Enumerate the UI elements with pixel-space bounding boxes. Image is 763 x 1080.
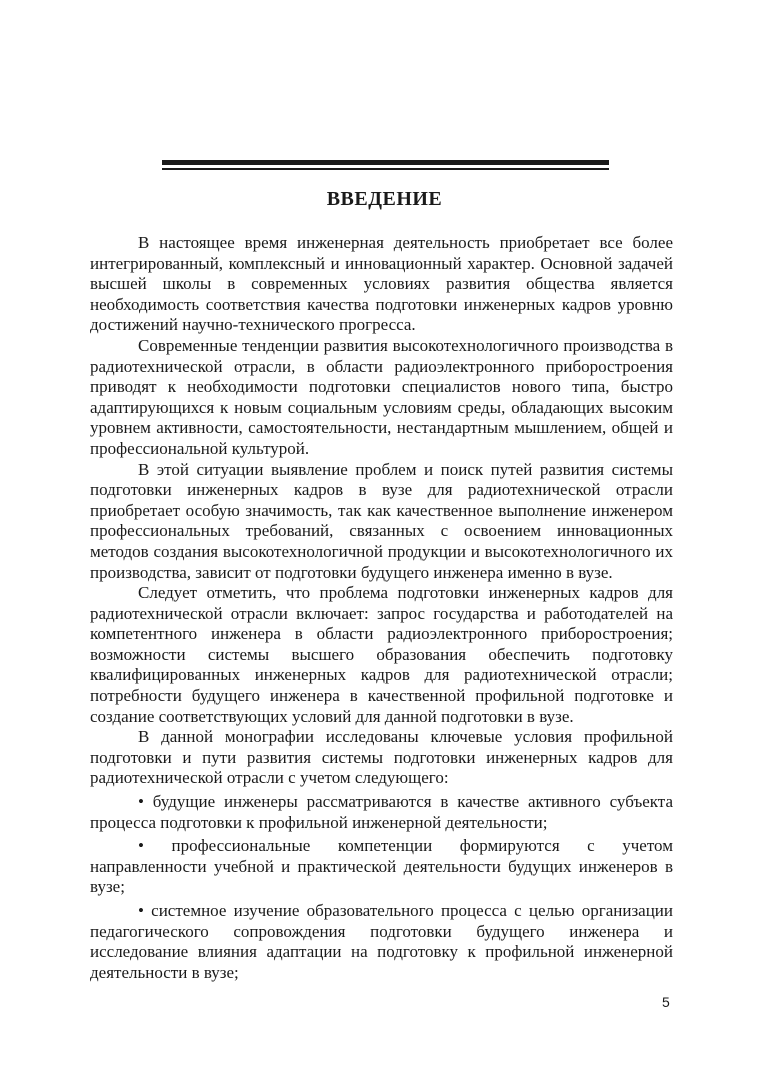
paragraph: Следует отметить, что проблема подготовки инженерных кадров для радиотехнической отрасли включает: запрос государства и работодателей на компетентного инженера в области радиоэлектронного приборостроения; возможности системы высшего образования обеспечить подготовку квалифицированных инженерных кадров для радиотехнической отрасли; потребности будущего инженера в качественной профильной подготовке и создание соответствующих условий для данной подготовки в вузе. [90,583,673,726]
paragraph: Современные тенденции развития высокотехнологичного производства в радиотехнической отрасли, в области радиоэлектронного приборостроения приводят к необходимости подготовки специалистов нового типа, быстро адаптирующихся к новым социальным условиям среды, обладающих высоким уровнем активности, самостоятельности, нестандартным мышлением, общей и профессиональной культурой. [90,335,673,458]
bullet-item: • системное изучение образовательного процесса с целью организации педагогического сопровождения подготовки будущего инженера и исследование влияния адаптации на подготовку к профильной инженерной деятельности в вузе; [90,901,673,982]
paragraph: В этой ситуации выявление проблем и поиск путей развития системы подготовки инженерных кадров в вузе для радиотехнической отрасли приобретает особую значимость, так как качественное выполнение инженером профессиональных требований, связанных с освоением инновационных методов создания высокотехнологичной продукции и высокотехнологичного их производства, зависит от подготовки будущего инженера именно в вузе. [90,459,673,582]
body-text [90,233,673,983]
paragraph: В настоящее время инженерная деятельность приобретает все более интегрированный, комплексный и инновационный характер. Основной задачей высшей школы в современных условиях развития общества является необходимость соответствия качества подготовки инженерных кадров уровню достижений научно-технического прогресса. [90,233,673,335]
header-rule-thin [162,168,609,170]
bullet-item: • профессиональные компетенции формируются с учетом направленности учебной и практической деятельности будущих инженеров в вузе; [90,836,673,897]
header-rule-thick [162,160,609,165]
page-number: 5 [662,994,670,1010]
paragraph: В данной монографии исследованы ключевые условия профильной подготовки и пути развития системы подготовки инженерных кадров для радиотехнической отрасли с учетом следующего: [90,727,673,788]
bullet-item: • будущие инженеры рассматриваются в качестве активного субъекта процесса подготовки к профильной инженерной деятельности; [90,792,673,832]
chapter-heading [0,188,763,211]
chapter-title: ВВЕДЕНИЕ [326,188,443,210]
